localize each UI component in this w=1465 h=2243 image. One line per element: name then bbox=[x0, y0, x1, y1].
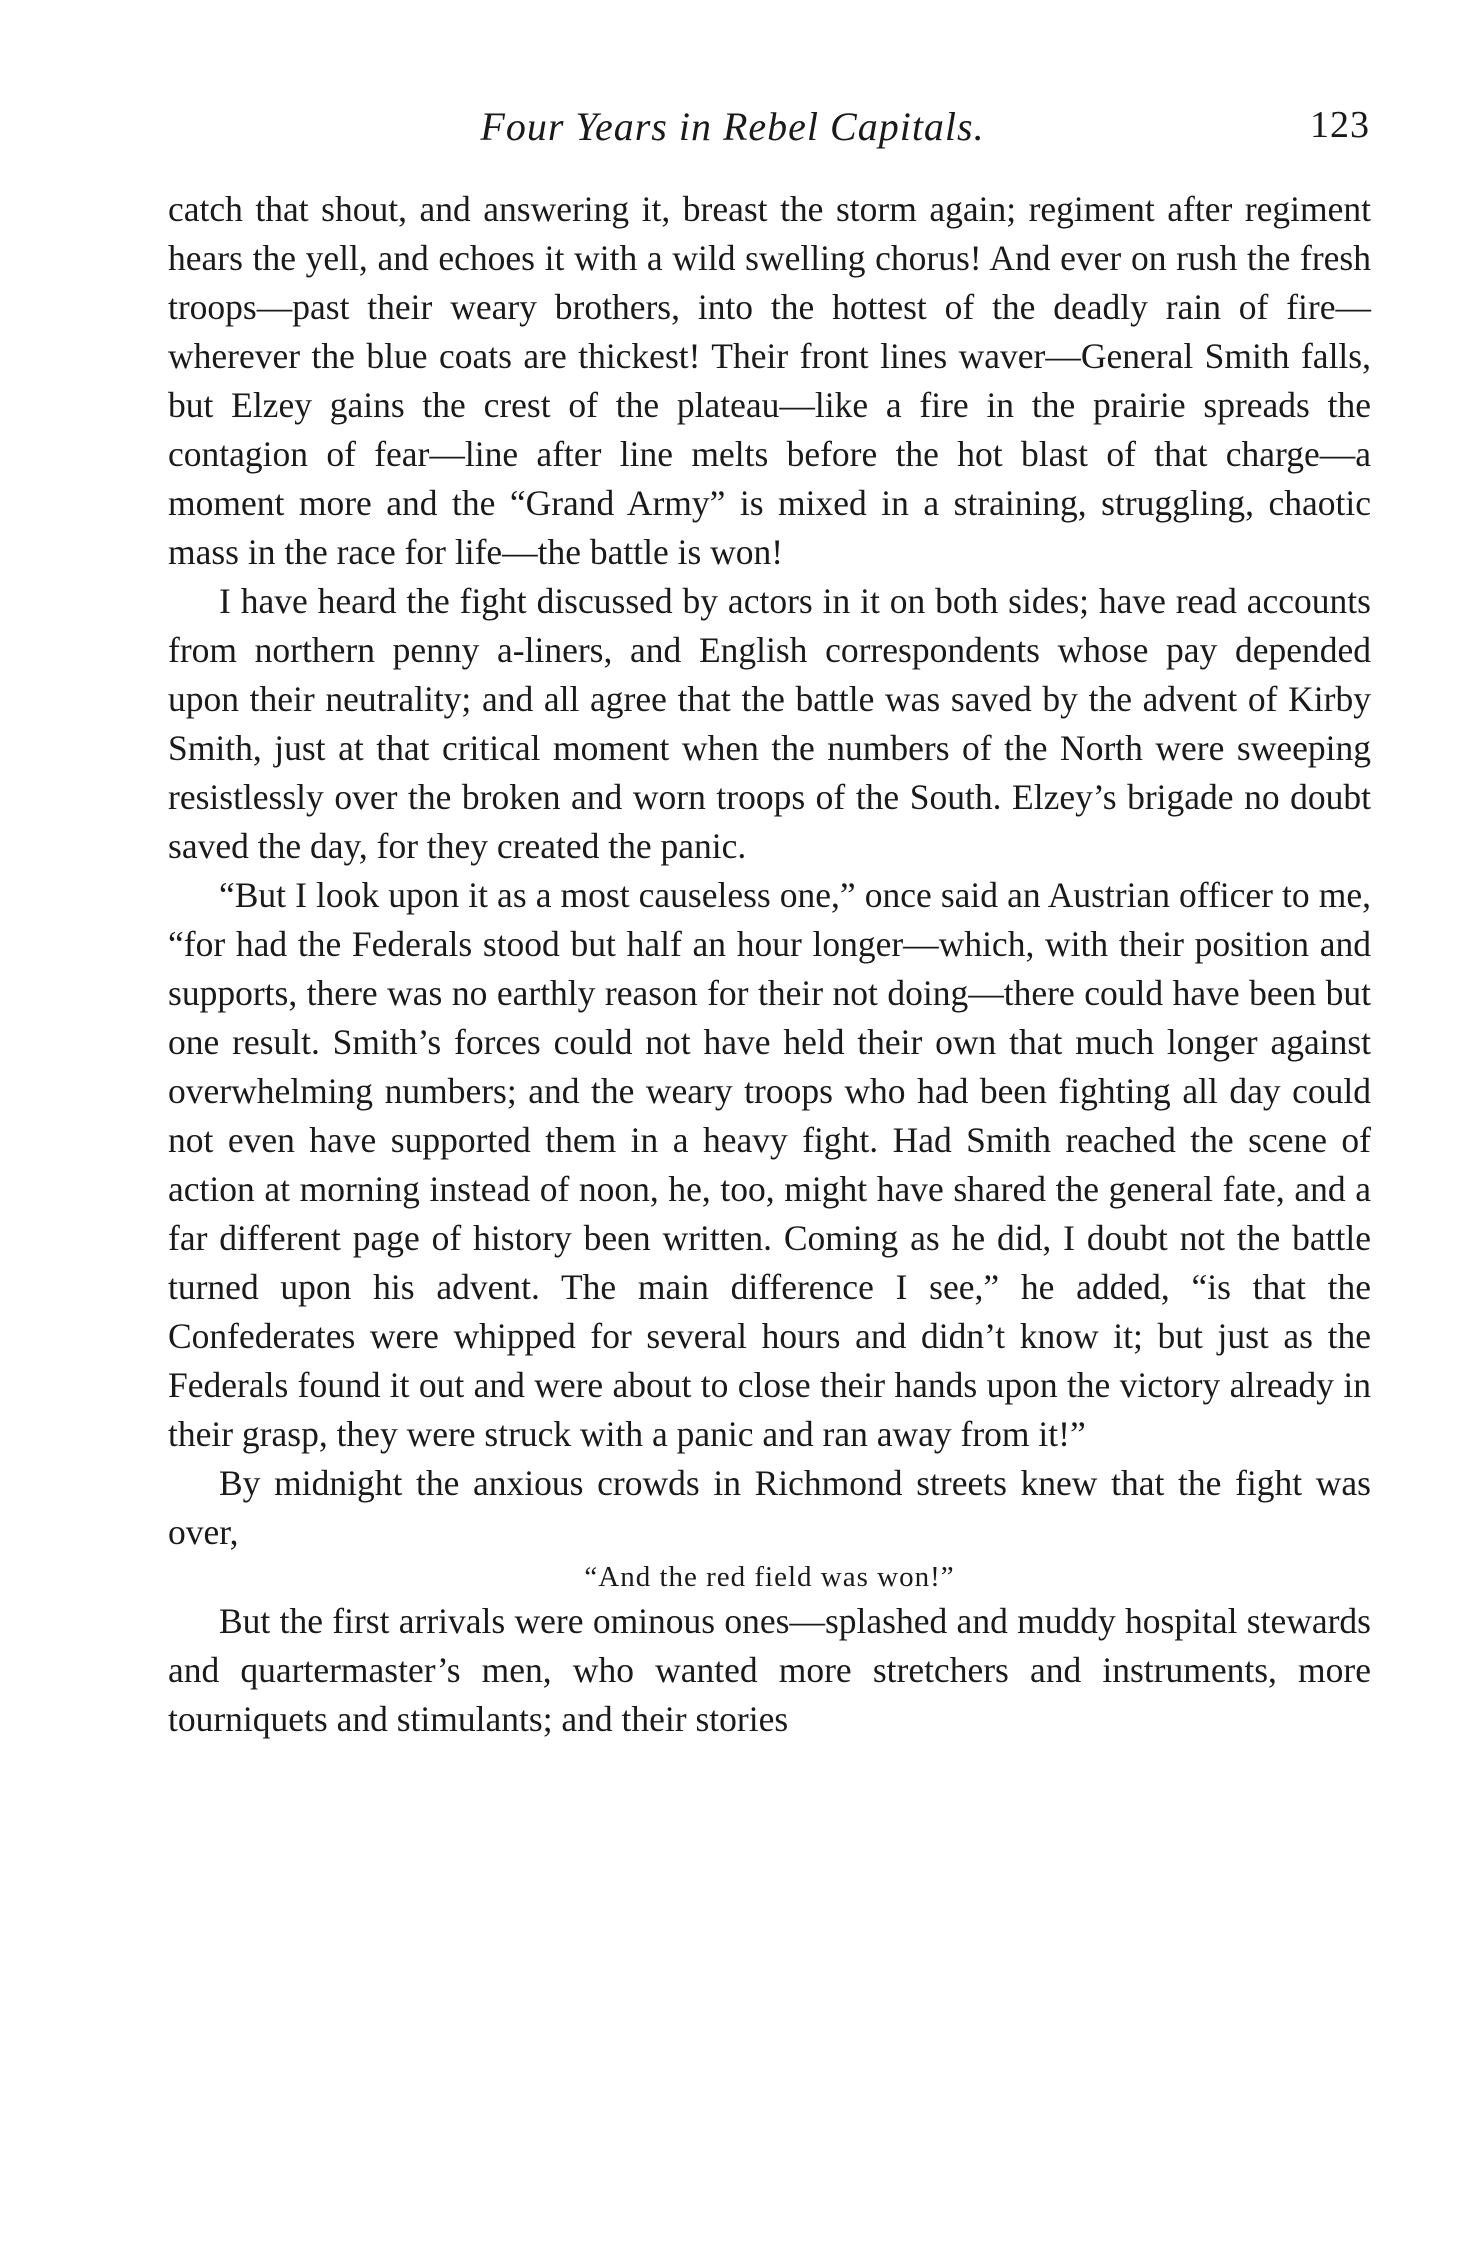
body-text bbox=[168, 185, 1371, 1744]
verse-quote: “And the red field was won!” bbox=[584, 1561, 955, 1593]
running-title: Four Years in Rebel Capitals. bbox=[480, 104, 985, 149]
paragraph-final: But the first arrivals were ominous ones—splashed and muddy hospital stewards and quartermaster’s men, who wanted more stretchers and instruments, more tourniquets and stimulants; and their stories bbox=[168, 1601, 1371, 1739]
paragraph: By midnight the anxious crowds in Richmond streets knew that the fight was over, bbox=[168, 1463, 1371, 1552]
running-head bbox=[0, 103, 1465, 153]
paragraph-quote: “But I look upon it as a most causeless one,” once said an Austrian officer to me, “for had the Federals stood but half an hour longer—which, with their position and supports, there was no earthly reason for their not doing—there could have been but one result. Smith’s forces could not have held their own that much longer against overwhelming numbers; and the weary troops who had been fighting all day could not even have supported them in a heavy fight. Had Smith reached the scene of action at morning instead of noon, he, too, might have shared the general fate, and a far different page of history been written. Coming as he did, I doubt not the battle turned upon his advent. The main difference I see,” he added, “is that the Confederates were whipped for several hours and didn’t know it; but just as the Federals found it out and were about to close their hands upon the victory already in their grasp, they were struck with a panic and ran away from it!” bbox=[168, 875, 1371, 1454]
paragraph: I have heard the fight discussed by actors in it on both sides; have read accounts from northern penny a-liners, and English correspondents whose pay depended upon their neutrality; and all agree that the battle was saved by the advent of Kirby Smith, just at that critical moment when the numbers of the North were sweeping resistlessly over the broken and worn troops of the South. Elzey’s brigade no doubt saved the day, for they created the panic. bbox=[168, 581, 1371, 866]
page-number: 123 bbox=[1310, 104, 1370, 146]
paragraph-continued: catch that shout, and answering it, breast the storm again; regiment after regiment hears the yell, and echoes it with a wild swelling chorus! And ever on rush the fresh troops—past their weary brothers, into the hottest of the deadly rain of fire—wherever the blue coats are thickest! Their front lines waver—General Smith falls, but Elzey gains the crest of the plateau—like a fire in the prairie spreads the contagion of fear—line after line melts before the hot blast of that charge—a moment more and the “Grand Army” is mixed in a straining, struggling, chaotic mass in the race for life—the battle is won! bbox=[168, 189, 1371, 572]
